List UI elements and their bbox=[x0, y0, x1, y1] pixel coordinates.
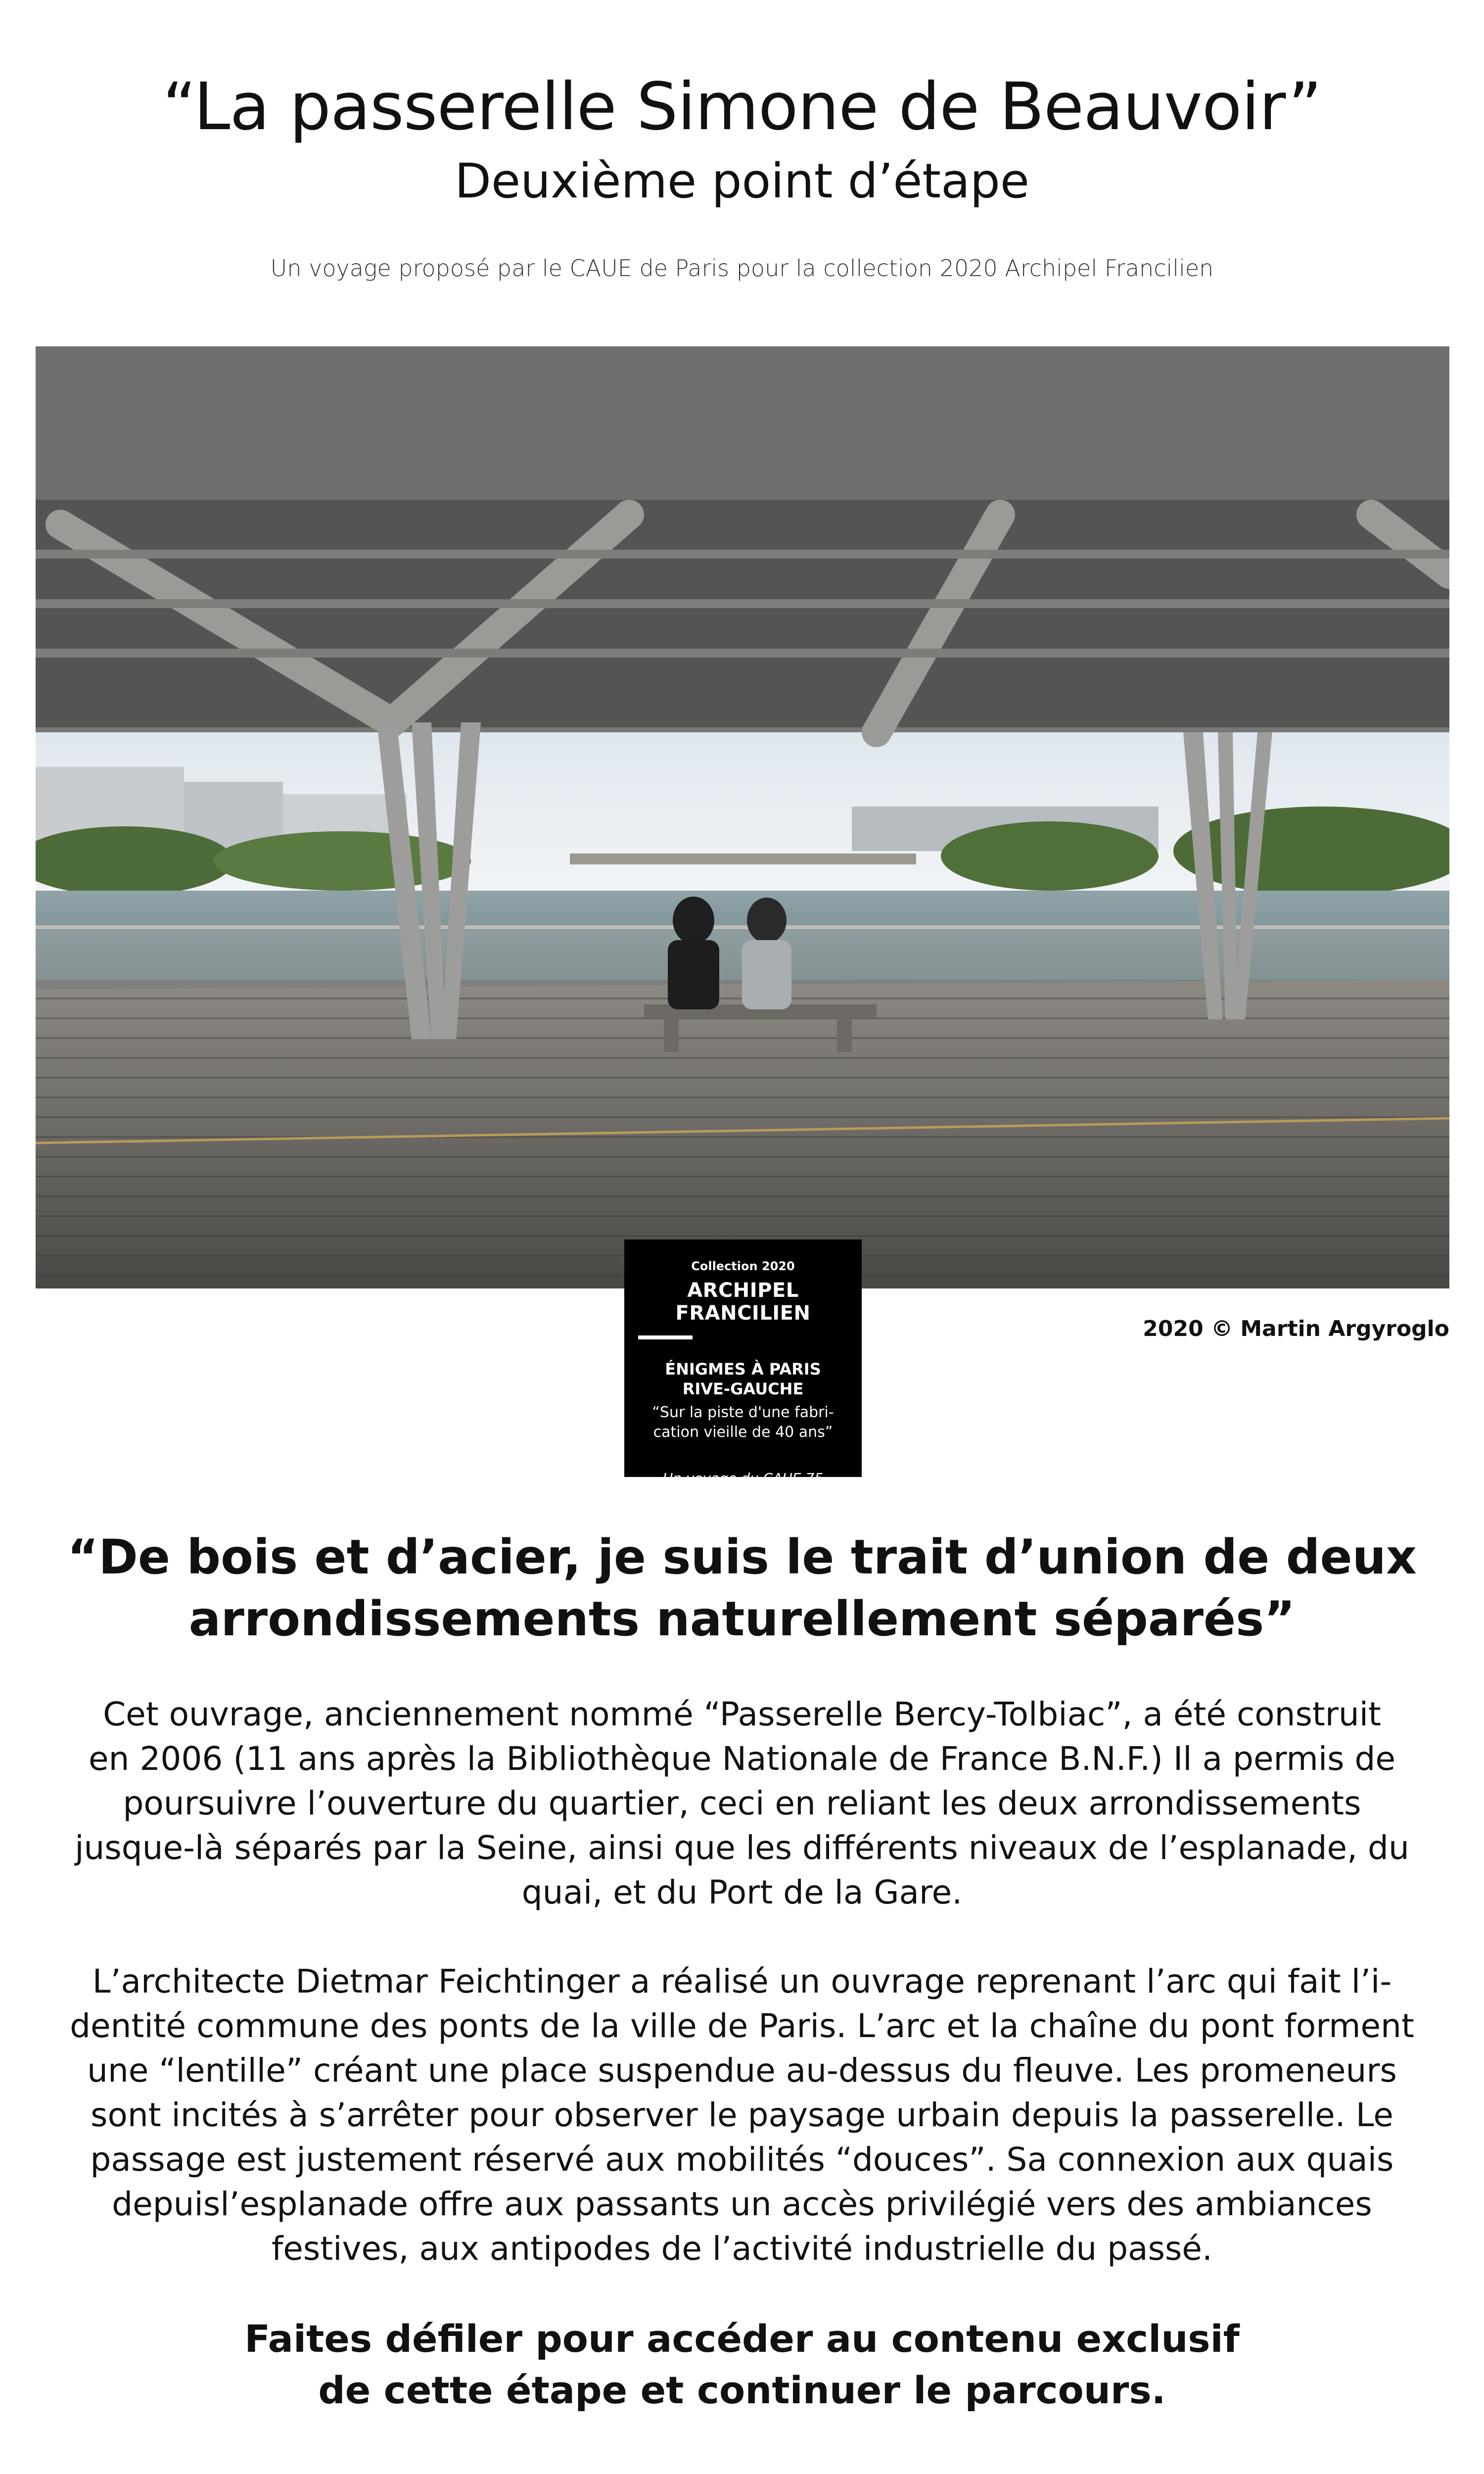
photo-credit: 2020 © Martin Argyroglo bbox=[1143, 1316, 1449, 1341]
pull-quote-line1: “De bois et d’acier, je suis le trait d’union de deux bbox=[67, 1529, 1417, 1585]
pull-quote bbox=[0, 1526, 1484, 1650]
bridge-photo bbox=[36, 346, 1449, 1288]
paragraph-1 bbox=[54, 1692, 1430, 1915]
page-subtitle: Deuxième point d’étape bbox=[455, 153, 1029, 209]
badge-line1: ÉNIGMES À PARIS bbox=[665, 1360, 821, 1379]
para2-line1: L’architecte Dietmar Feichtinger a réalisé un ouvrage reprenant l’arc qui fait l’i- bbox=[92, 1962, 1392, 2000]
paragraph-2 bbox=[54, 1959, 1430, 2271]
para2-line6: depuisl’esplanade offre aux passants un accès privilégié vers des ambiances bbox=[112, 2185, 1372, 2223]
scroll-cta bbox=[0, 2313, 1484, 2416]
para2-line5: passage est justement réservé aux mobilités “douces”. Sa connexion aux quais bbox=[90, 2141, 1394, 2179]
badge-name: ARCHIPEL FRANCILIEN bbox=[675, 1279, 811, 1325]
badge-collection: Collection 2020 bbox=[691, 1259, 795, 1273]
pull-quote-line2: arrondissements naturellement séparés” bbox=[188, 1591, 1296, 1647]
badge-quote-line2: cation vieille de 40 ans” bbox=[653, 1424, 833, 1441]
cta-line2: de cette étape et continuer le parcours. bbox=[318, 2368, 1166, 2412]
para1-line3: poursuivre l’ouverture du quartier, ceci en reliant les deux arrondissements bbox=[123, 1784, 1361, 1822]
para1-line4: jusque-là séparés par la Seine, ainsi que les différents niveaux de l’esplanade, du bbox=[75, 1829, 1409, 1867]
badge-rule bbox=[638, 1335, 693, 1339]
collection-badge bbox=[624, 1239, 862, 1486]
para1-line1: Cet ouvrage, anciennement nommé “Passerelle Bercy-Tolbiac”, a été construit bbox=[103, 1695, 1381, 1733]
badge-quote-line1: “Sur la piste d'une fabri- bbox=[652, 1404, 834, 1421]
para1-line5: quai, et du Port de la Gare. bbox=[521, 1873, 963, 1911]
para2-line2: dentité commune des ponts de la ville de Paris. L’arc et la chaîne du pont forment bbox=[70, 2007, 1414, 2045]
cta-line1: Faites défiler pour accéder au contenu exclusif bbox=[244, 2317, 1240, 2361]
intro-text: Un voyage proposé par le CAUE de Paris pour la collection 2020 Archipel Francilien bbox=[270, 255, 1214, 282]
page-title: “La passerelle Simone de Beauvoir” bbox=[162, 69, 1322, 145]
badge-line2: RIVE-GAUCHE bbox=[682, 1380, 804, 1398]
para2-line4: sont incités à s’arrêter pour observer le paysage urbain depuis la passerelle. Le bbox=[91, 2096, 1393, 2134]
para2-line3: une “lentille” créant une place suspendue au-dessus du fleuve. Les promeneurs bbox=[87, 2051, 1397, 2090]
para2-line7: festives, aux antipodes de l’activité industrielle du passé. bbox=[272, 2230, 1212, 2268]
para1-line2: en 2006 (11 ans après la Bibliothèque Nationale de France B.N.F.) Il a permis de bbox=[88, 1740, 1396, 1778]
badge-footer: Un voyage du CAUE 75 bbox=[662, 1470, 824, 1486]
